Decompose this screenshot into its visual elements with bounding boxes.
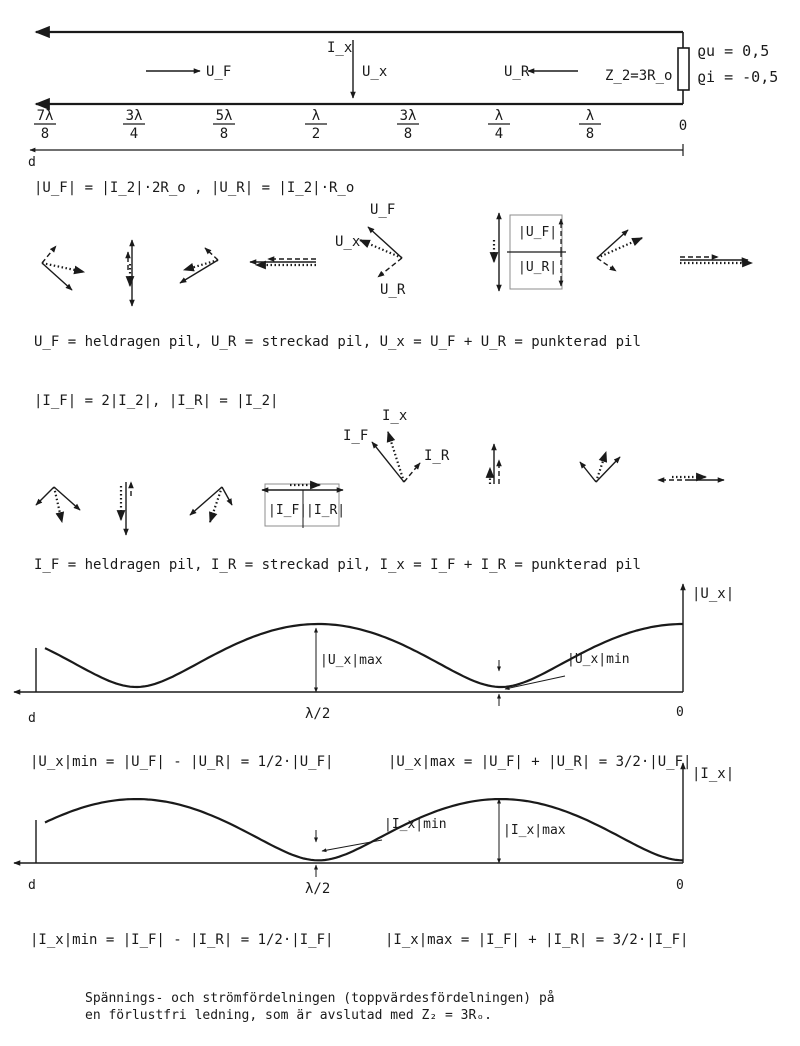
current-phasor-2 [121, 482, 131, 535]
current-phasor-7 [580, 452, 620, 482]
position-label-numerator: λ [494, 108, 504, 124]
current-plot-lambda-half: λ/2 [305, 881, 331, 897]
voltage-phasor-7 [597, 230, 642, 271]
position-label: 0 [678, 118, 688, 134]
phasor-ux-label: U_x [335, 234, 361, 250]
phasor-ur-label: U_R [380, 282, 406, 298]
if-magnitude-label: |I_F| [268, 503, 308, 518]
voltage-plot-origin: 0 [676, 705, 684, 720]
current-phasor-6 [490, 444, 499, 484]
position-label-numerator: 3λ [399, 108, 417, 124]
current-legend: I_F = heldragen pil, I_R = streckad pil, I_x = I_F + I_R = punkterad pil [34, 557, 641, 573]
voltage-min-label: |U_x|min [567, 652, 630, 667]
transmission-line-diagram [28, 32, 778, 170]
current-phasor-8 [658, 477, 724, 480]
position-label-denominator: 4 [494, 126, 504, 142]
position-label-numerator: 7λ [36, 108, 54, 124]
figure-caption [85, 990, 725, 1024]
voltage-magnitude-formula: |U_F| = |I_2|·2R_o , |U_R| = |I_2|·R_o [34, 180, 355, 196]
position-label-numerator: 5λ [215, 108, 233, 124]
voltage-legend: U_F = heldragen pil, U_R = streckad pil, U_x = U_F + U_R = punkterad pil [34, 334, 641, 350]
load-impedance [678, 48, 689, 90]
voltage-max-formula: |U_x|max = |U_F| + |U_R| = 3/2·|U_F| [388, 754, 692, 770]
reflected-wave-label: U_R [504, 64, 530, 80]
voltage-phasor-5 [335, 202, 406, 298]
position-label-denominator: 4 [129, 126, 139, 142]
current-max-label: |I_x|max [503, 823, 566, 838]
current-phasor-5 [343, 408, 450, 482]
current-plot-origin: 0 [676, 878, 684, 893]
position-label-numerator: λ [585, 108, 595, 124]
rho-u-label: ϱu = 0,5 [697, 42, 770, 60]
position-label-denominator: 8 [403, 126, 413, 142]
position-label-denominator: 8 [40, 126, 50, 142]
current-min-formula: |I_x|min = |I_F| - |I_R| = 1/2·|I_F| [30, 932, 334, 948]
voltage-distribution-plot [14, 584, 734, 770]
voltage-phasor-2 [128, 240, 132, 306]
voltage-phasor-8 [680, 257, 752, 263]
current-ix-label: I_x [327, 40, 353, 56]
forward-wave-label: U_F [206, 64, 232, 80]
voltage-phasor-section [34, 180, 752, 350]
position-label-denominator: 8 [219, 126, 229, 142]
position-label-numerator: 3λ [125, 108, 143, 124]
voltage-max-label: |U_x|max [320, 653, 383, 668]
rho-i-label: ϱi = -0,5 [697, 68, 779, 86]
ur-magnitude-label: |U_R| [518, 260, 558, 275]
current-distribution-plot [14, 763, 734, 948]
current-phasor-3 [190, 487, 232, 522]
voltage-phasor-1 [42, 246, 84, 290]
current-phasor-section [34, 393, 724, 573]
current-min-pointer [322, 840, 382, 851]
current-phasor-1 [36, 487, 80, 522]
position-label-denominator: 2 [311, 126, 321, 142]
voltage-plot-y-label: |U_x| [692, 586, 735, 602]
ir-magnitude-label: |I_R| [306, 503, 346, 518]
phasor-ir-label: I_R [424, 448, 450, 464]
load-label: Z_2=3R_o [605, 68, 673, 84]
phasor-ix-label: I_x [382, 408, 408, 424]
voltage-phasor-3 [180, 248, 218, 283]
current-min-label: |I_x|min [384, 817, 447, 832]
voltage-phasor-4 [250, 259, 316, 265]
position-label-denominator: 8 [585, 126, 595, 142]
voltage-plot-lambda-half: λ/2 [305, 706, 331, 722]
current-max-formula: |I_x|max = |I_F| + |I_R| = 3/2·|I_F| [385, 932, 689, 948]
current-magnitude-curve [45, 799, 683, 860]
uf-magnitude-label: |U_F| [518, 225, 558, 240]
voltage-ux-label: U_x [362, 64, 388, 80]
current-plot-y-label: |I_x| [692, 766, 735, 782]
voltage-min-formula: |U_x|min = |U_F| - |U_R| = 1/2·|U_F| [30, 754, 334, 770]
position-labels [34, 108, 687, 142]
caption-line-1: Spännings- och strömfördelningen (toppvärdesfördelningen) på [85, 991, 555, 1006]
position-label-numerator: λ [311, 108, 321, 124]
current-plot-x-label: d [28, 878, 36, 893]
phasor-if-label: I_F [343, 428, 369, 444]
caption-line-2: en förlustfri ledning, som är avslutad med Z₂ = 3Rₒ. [85, 1008, 492, 1023]
current-phasor-4 [262, 484, 345, 528]
current-magnitude-formula: |I_F| = 2|I_2|, |I_R| = |I_2| [34, 393, 279, 409]
distance-axis-label: d [28, 155, 36, 170]
voltage-phasor-6 [494, 213, 566, 291]
voltage-plot-x-label: d [28, 711, 36, 726]
phasor-uf-label: U_F [370, 202, 396, 218]
